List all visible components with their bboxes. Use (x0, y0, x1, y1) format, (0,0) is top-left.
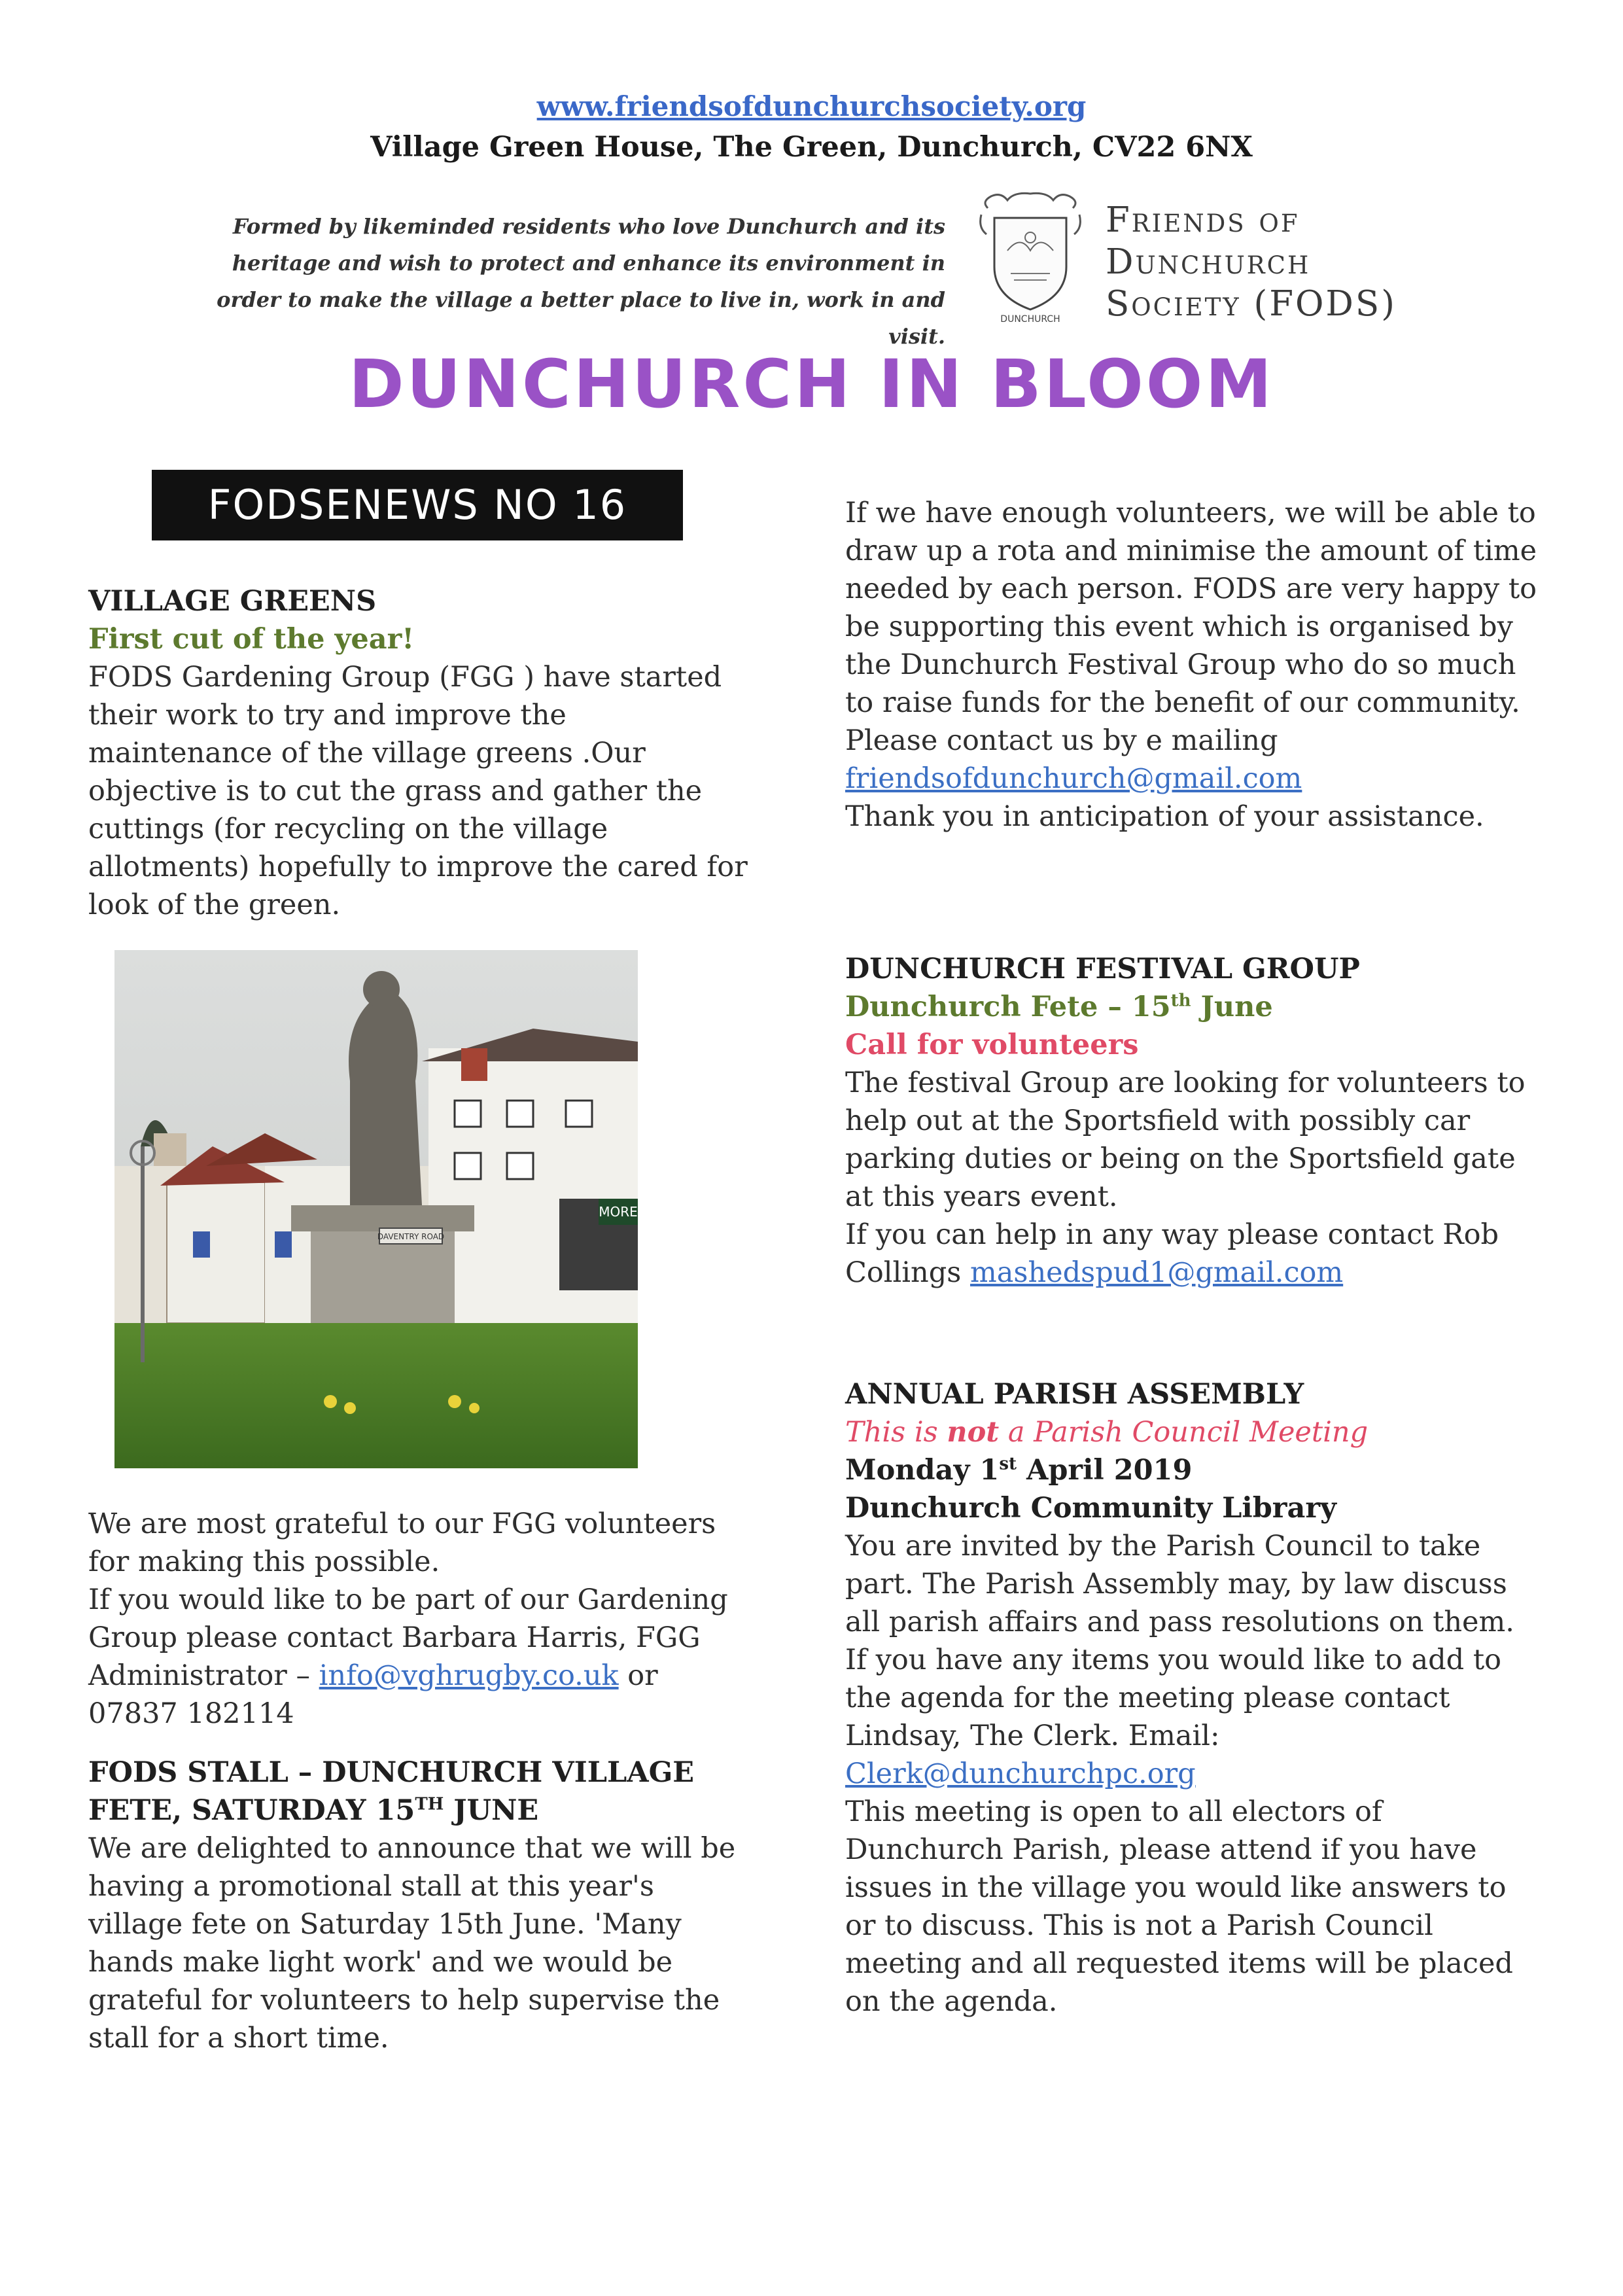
society-name: Friends of Dunchurch Society (FODS) (1106, 200, 1397, 324)
fgg-thanks-section (88, 1505, 756, 1733)
section-subheading: Dunchurch Fete – 15th June (845, 991, 1273, 1023)
volunteer-continued-section (845, 494, 1539, 836)
village-greens-section (88, 582, 756, 924)
meeting-notice: This is not a Parish Council Meeting (845, 1416, 1369, 1449)
section-body: FODS Gardening Group (FGG ) have started their work to try and improve the maintenance of the village greens .Our objective is to cut the grass and gather the cuttings (for recycling on the village allotments) hopefully to improve the cared for look of the green. (88, 661, 748, 921)
meeting-venue: Dunchurch Community Library (845, 1492, 1336, 1525)
agenda-text: If you have any items you would like to add to the agenda for the meeting please contact Lindsay, The Clerk. Email: (845, 1644, 1502, 1752)
section-heading: VILLAGE GREENS (88, 585, 377, 618)
thanks-text: We are most grateful to our FGG volunteers for making this possible. (88, 1508, 716, 1578)
festival-group-section (845, 950, 1539, 1292)
clerk-email-link[interactable]: Clerk@dunchurchpc.org (845, 1757, 1196, 1790)
section-body: The festival Group are looking for volunteers to help out at the Sportsfield with possibly car parking duties or being on the Sportsfield gate at this years event. (845, 1067, 1526, 1213)
contact-text: If you can help in any way please contact Rob Collings mashedspud1@gmail.com (845, 1218, 1499, 1289)
festival-email-link[interactable]: mashedspud1@gmail.com (970, 1256, 1344, 1289)
section-body: If we have enough volunteers, we will be able to draw up a rota and minimise the amount of time needed by each person. FODS are very happy to be supporting this event which is organised by the Dunchurch Festival Group who do so much to raise funds for the benefit of our community. Please contact us by e mailing friendsofdunchurch@gmail.com (845, 497, 1537, 795)
parish-assembly-section (845, 1375, 1539, 2021)
section-body: You are invited by the Parish Council to take part. The Parish Assembly may, by law discuss all parish affairs and pass resolutions on them. (845, 1530, 1514, 1638)
section-heading: FODS STALL – DUNCHURCH VILLAGE FETE, SATURDAY 15TH JUNE (88, 1756, 695, 1827)
fgg-phone: 07837 182114 (88, 1697, 294, 1730)
page-banner: DUNCHURCH IN BLOOM (348, 345, 1275, 423)
website-url[interactable]: www.friendsofdunchurchsociety.org (536, 90, 1087, 122)
mission-statement: Formed by likeminded residents who love Dunchurch and its heritage and wish to protect and enhance its environment in order to make the village a better place to live in, work in and visit. (217, 214, 945, 349)
fgg-email-link[interactable]: info@vghrugby.co.uk (319, 1659, 619, 1692)
crest-icon (975, 188, 1086, 325)
thanks-text: Thank you in anticipation of your assistance. (845, 800, 1484, 833)
closing-text: This meeting is open to all electors of Dunchurch Parish, please attend if you have issues in the village you would like answers to or to discuss. This is not a Parish Council meeting and all requested items will be placed on the agenda. (845, 1795, 1513, 2018)
section-heading: DUNCHURCH FESTIVAL GROUP (845, 953, 1360, 985)
address: Village Green House, The Green, Dunchurch, CV22 6NX (370, 131, 1253, 164)
section-subheading: First cut of the year! (88, 623, 415, 656)
issue-tag: FODSENEWS NO 16 (152, 470, 683, 540)
call-for-volunteers: Call for volunteers (845, 1029, 1139, 1061)
road-sign-text: DAVENTRY ROAD (377, 1232, 445, 1241)
crest-label: DUNCHURCH (1000, 314, 1060, 325)
section-heading: ANNUAL PARISH ASSEMBLY (845, 1378, 1304, 1411)
section-body: We are delighted to announce that we will be having a promotional stall at this year's village fete on Saturday 15th June. 'Many hands make light work' and we would be grateful for volunteers to help supervise the stall for a short time. (88, 1832, 736, 2055)
village-green-photo (114, 950, 638, 1468)
join-text: If you would like to be part of our Gardening Group please contact Barbara Harris, FGG Administrator – info@vghrugby.co.uk or 07837 182114 (88, 1583, 728, 1730)
photo-sign-text: MORE (599, 1204, 638, 1220)
fods-stall-section (88, 1754, 756, 2057)
fods-email-link[interactable]: friendsofdunchurch@gmail.com (845, 762, 1302, 795)
meeting-date: Monday 1st April 2019 (845, 1454, 1193, 1487)
